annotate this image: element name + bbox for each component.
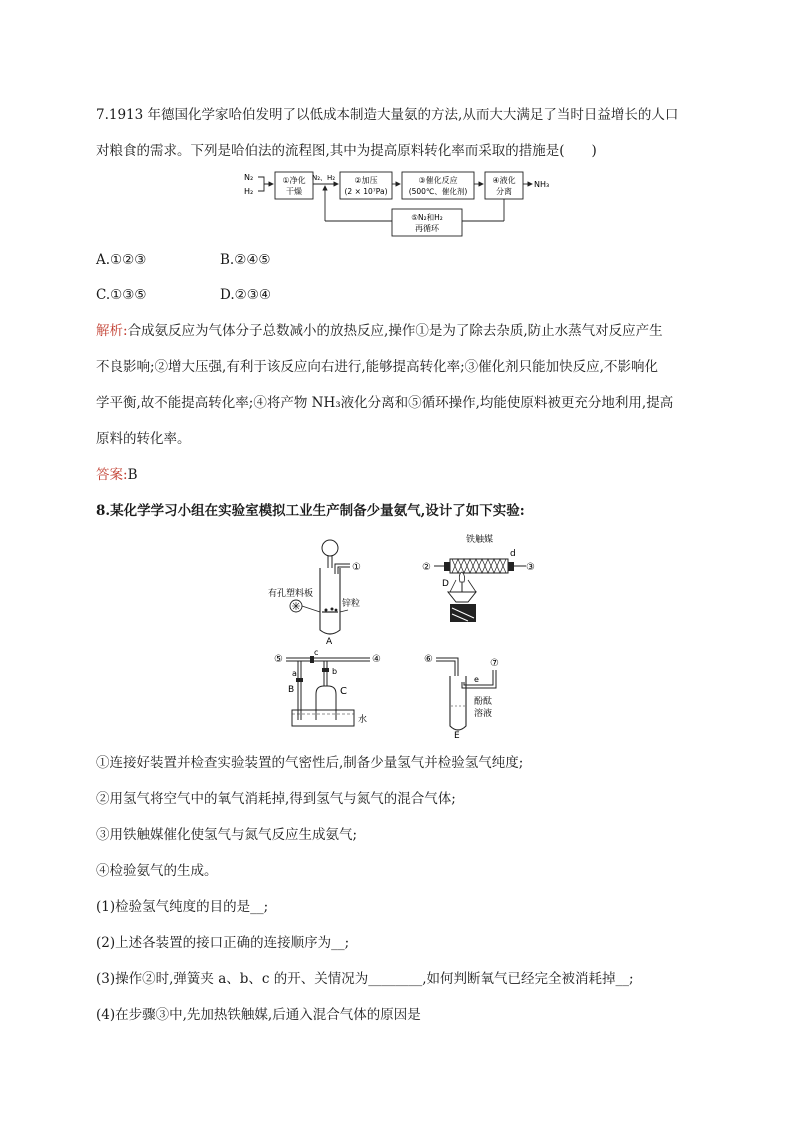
- apparatus-b-c: [274, 648, 394, 738]
- q7-option-d: D.②③④: [220, 287, 271, 303]
- flow-input-n2: N₂: [244, 173, 254, 182]
- apparatus-e-port-6: ⑥: [424, 654, 433, 665]
- flow-box-recycle-line2: 再循环: [415, 224, 439, 233]
- q7-stem-line2: 对粮食的需求。下列是哈伯法的流程图,其中为提高原料转化率而采取的措施是( ): [96, 143, 597, 159]
- flow-mid-label: N₂、H₂: [312, 174, 336, 182]
- water-label: 水: [358, 715, 368, 725]
- flow-box-recycle-line1: ⑤N₂和H₂: [411, 213, 443, 222]
- apparatus-e: [420, 650, 530, 738]
- q8-step-1: ①连接好装置并检查实验装置的气密性后,制备少量氢气并检验氢气纯度;: [96, 755, 524, 771]
- flow-input-h2: H₂: [244, 187, 254, 196]
- clamp-c-label: c: [314, 648, 319, 657]
- apparatus-b-port-5: ⑤: [274, 654, 283, 665]
- flow-box-purify-line1: ①净化: [282, 176, 306, 185]
- flow-box-purify-line2: 干燥: [286, 187, 302, 196]
- apparatus-b-port-4: ④: [372, 654, 381, 665]
- flow-output-nh3: NH₃: [534, 180, 550, 189]
- q7-stem-line1: 7.1913 年德国化学家哈伯发明了以低成本制造大量氨的方法,从而大大满足了当时日益增长的人口: [96, 107, 679, 123]
- q7-option-a: A.①②③: [96, 252, 147, 268]
- q7-analysis-line2: 不良影响;②增大压强,有利于该反应向右进行,能够提高转化率;③催化剂只能加快反应,不影响化: [96, 359, 658, 375]
- apparatus-a-port-1: ①: [352, 562, 361, 573]
- analysis-text-1: 合成氨反应为气体分子总数减小的放热反应,操作①是为了除去杂质,防止水蒸气对反应产生: [127, 323, 663, 339]
- apparatus-a-label: A: [326, 637, 333, 646]
- apparatus-d: [422, 528, 542, 628]
- q8-question-2: (2)上述各装置的接口正确的连接顺序为__;: [96, 935, 350, 951]
- apparatus-d-clamp-d: d: [510, 549, 516, 559]
- apparatus-d-label: D: [442, 579, 449, 589]
- apparatus-e-label: E: [454, 731, 460, 738]
- apparatus-d-port-3: ③: [526, 562, 535, 573]
- clamp-a-label: a: [292, 669, 297, 678]
- catalyst-label: 铁触媒: [466, 535, 494, 545]
- haber-flow-diagram: [240, 166, 570, 242]
- q8-step-2: ②用氢气将空气中的氧气消耗掉,得到氢气与氮气的混合气体;: [96, 791, 456, 807]
- answer-label: 答案:: [96, 467, 128, 483]
- q8-step-4: ④检验氨气的生成。: [96, 863, 218, 879]
- zinc-label: 锌粒: [342, 599, 361, 609]
- phenolphthalein-label-2: 溶液: [474, 709, 493, 719]
- q8-question-3: (3)操作②时,弹簧夹 a、b、c 的开、关情况为________,如何判断氧气已经完全被消耗掉__;: [96, 971, 634, 987]
- q7-analysis-line3: 学平衡,故不能提高转化率;④将产物 NH₃液化分离和⑤循环操作,均能使原料被更充分地利用,提高: [96, 395, 674, 411]
- flow-box-catalysis-line1: ③催化反应: [418, 176, 458, 185]
- q7-option-b: B.②④⑤: [220, 252, 271, 268]
- answer-value: B: [127, 467, 138, 483]
- q7-analysis-line4: 原料的转化率。: [96, 431, 191, 447]
- analysis-label: 解析:: [96, 323, 128, 339]
- q8-question-1: (1)检验氢气纯度的目的是__;: [96, 899, 269, 915]
- apparatus-b-label: B: [288, 685, 295, 695]
- apparatus-d-port-2: ②: [422, 562, 431, 573]
- flow-box-pressure-line2: (2 × 10⁷Pa): [344, 187, 388, 196]
- flow-box-liquefy-line1: ④液化: [492, 176, 516, 185]
- apparatus-c-label: C: [340, 686, 347, 697]
- flow-box-catalysis-line2: (500℃、催化剂): [408, 187, 468, 196]
- q8-question-4: (4)在步骤③中,先加热铁触媒,后通入混合气体的原因是: [96, 1007, 421, 1023]
- clamp-b-label: b: [332, 667, 338, 676]
- flow-box-liquefy-line2: 分离: [496, 187, 512, 196]
- plate-label: 有孔塑料板: [268, 589, 314, 599]
- flow-box-pressure-line1: ②加压: [354, 176, 378, 185]
- clamp-e-label: e: [474, 675, 479, 684]
- q8-step-3: ③用铁触媒催化使氢气与氮气反应生成氨气;: [96, 827, 358, 843]
- apparatus-e-port-7: ⑦: [490, 658, 499, 669]
- q7-analysis-line1: [96, 322, 663, 340]
- q7-option-c: C.①③⑤: [96, 287, 147, 303]
- q8-intro: 8.某化学学习小组在实验室模拟工业生产制备少量氨气,设计了如下实验:: [96, 503, 525, 519]
- phenolphthalein-label-1: 酚酞: [474, 697, 493, 707]
- funnel-bulb: [322, 540, 338, 556]
- q7-answer: [96, 466, 137, 484]
- apparatus-a: [262, 534, 382, 646]
